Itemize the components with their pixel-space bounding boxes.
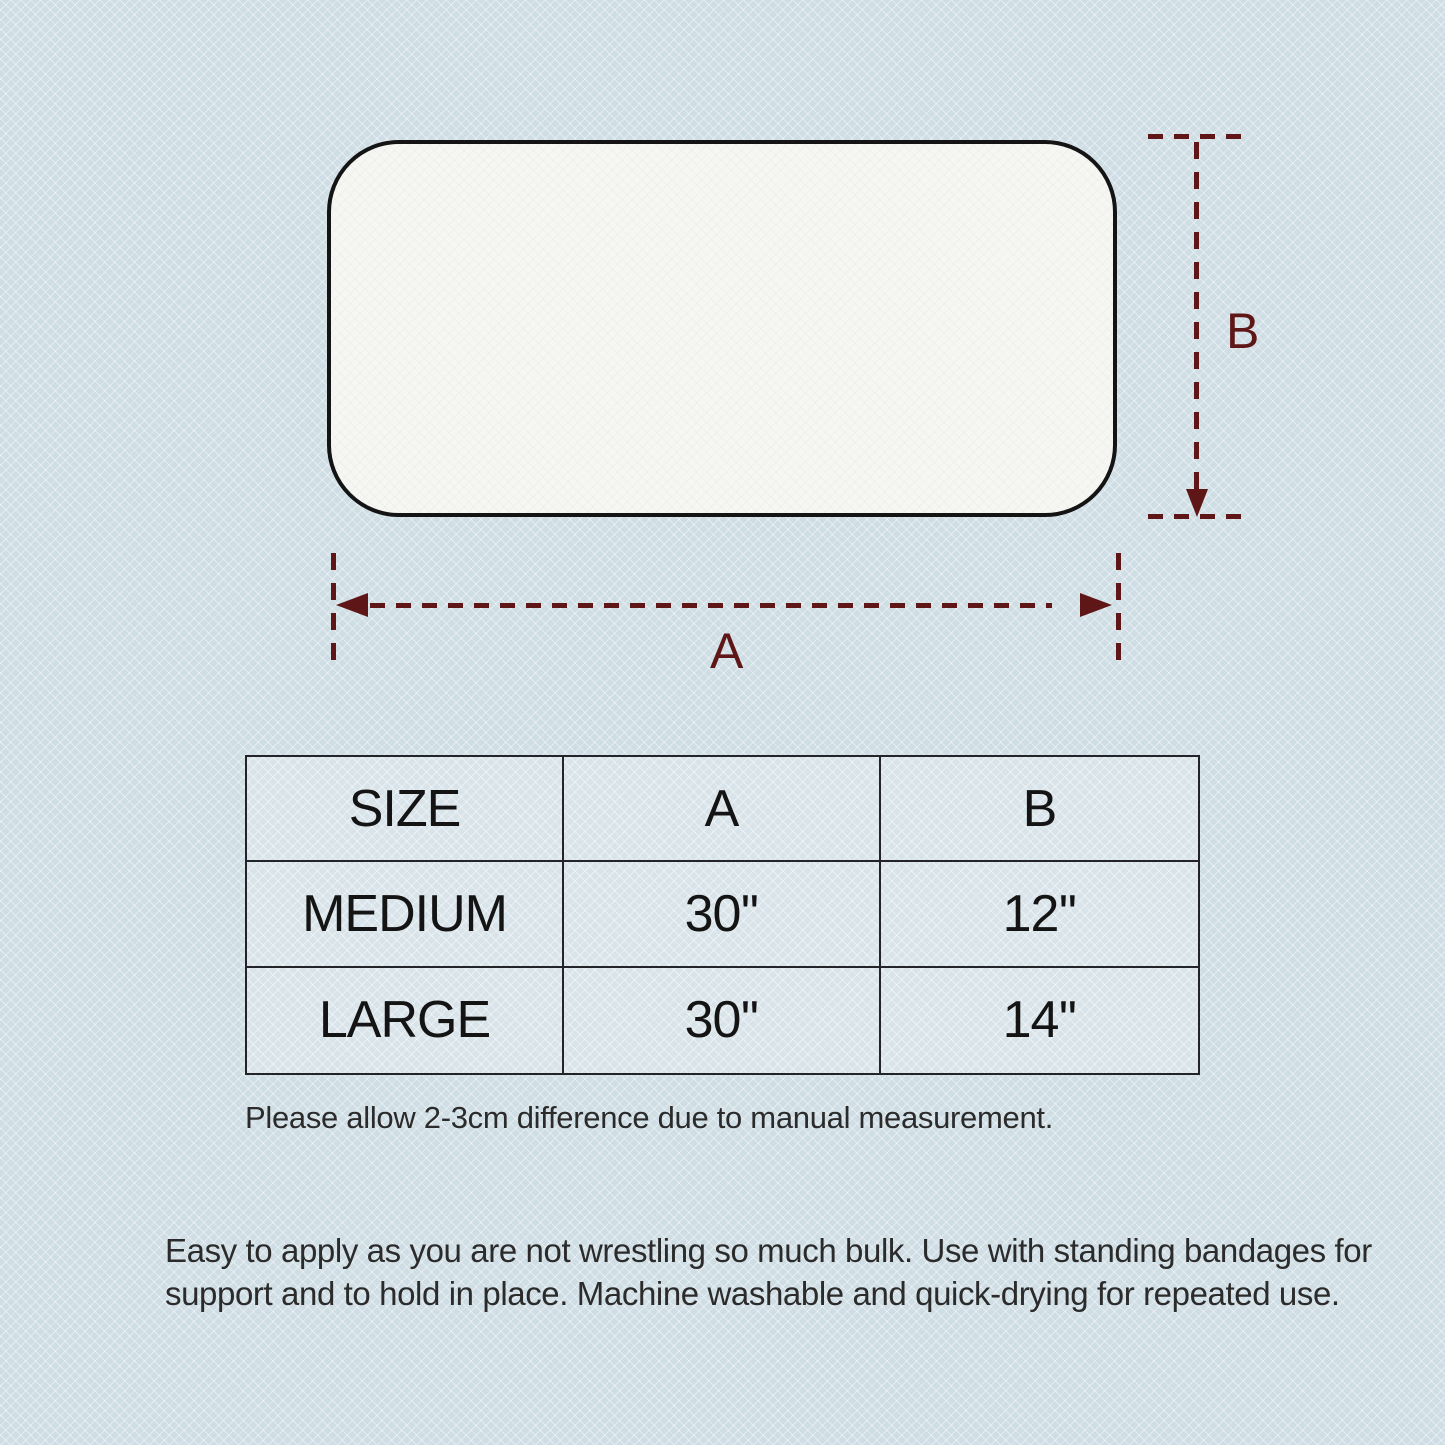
dimension-b-bottom-tick — [1148, 514, 1248, 519]
arrow-down-icon — [1186, 489, 1208, 517]
size-table-header-b: B — [881, 757, 1198, 862]
size-table-cell-medium-size: MEDIUM — [247, 862, 564, 967]
size-table-header-size: SIZE — [247, 757, 564, 862]
measurement-note: Please allow 2-3cm difference due to manual measurement. — [245, 1100, 1054, 1135]
dimension-a-right-tick — [1116, 553, 1121, 661]
size-table-cell-medium-a: 30'' — [564, 862, 881, 967]
dimension-a-label: A — [710, 623, 743, 679]
size-table-cell-large-b: 14'' — [1002, 991, 1077, 1050]
size-table-cell-large-a: 30'' — [564, 968, 881, 1073]
pad-outline-shape — [327, 140, 1117, 517]
dimension-b-top-tick — [1148, 134, 1248, 139]
arrow-left-icon — [336, 593, 368, 617]
size-table-cell-large-size: LARGE — [247, 968, 564, 1073]
size-table-cell-medium-b: 12'' — [881, 862, 1198, 967]
product-description: Easy to apply as you are not wrestling so much bulk. Use with standing bandages for support and to hold in place. Machine washable and quick-drying for repeated use. — [165, 1232, 1372, 1312]
dimension-b-line — [1194, 142, 1199, 492]
dimension-a-line — [370, 603, 1052, 608]
size-table — [245, 755, 1200, 1075]
arrow-right-icon — [1080, 593, 1112, 617]
size-table-header-a: A — [564, 757, 881, 862]
dimension-b-label: B — [1226, 303, 1259, 359]
